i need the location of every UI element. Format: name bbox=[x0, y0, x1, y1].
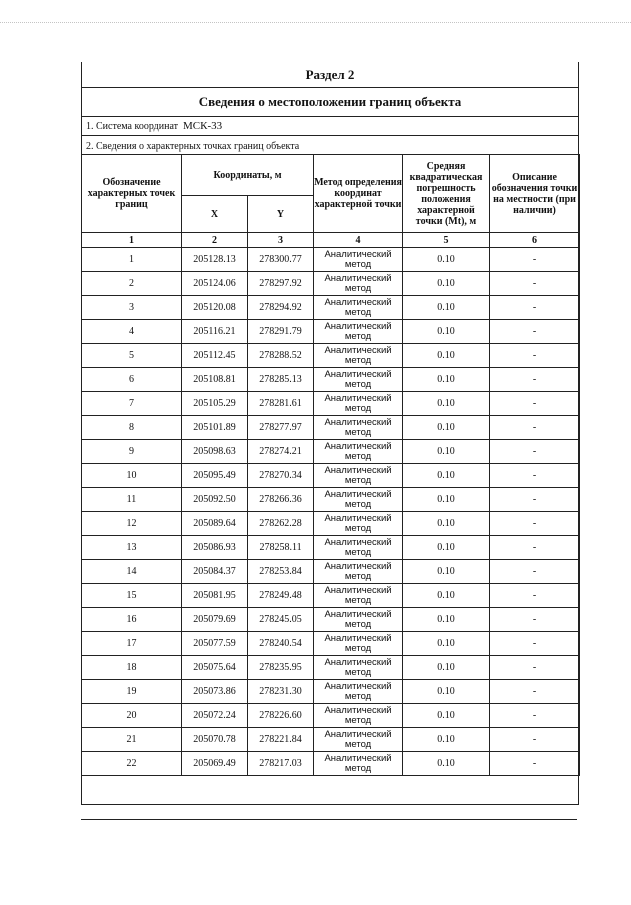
cell-coord-x: 205079.69 bbox=[182, 608, 248, 632]
bottom-rule bbox=[81, 819, 577, 820]
coord-system-label: 1. Система координат bbox=[86, 121, 179, 132]
cell-point-number: 10 bbox=[82, 464, 182, 488]
header-method: Метод определения координат характерной точки bbox=[314, 155, 403, 233]
cell-point-number: 13 bbox=[82, 536, 182, 560]
cell-coord-x: 205086.93 bbox=[182, 536, 248, 560]
points-table bbox=[81, 154, 580, 776]
cell-method: Аналитический метод bbox=[314, 704, 403, 728]
cell-description: - bbox=[490, 632, 580, 656]
header-y: Y bbox=[248, 196, 314, 233]
cell-method: Аналитический метод bbox=[314, 608, 403, 632]
cell-accuracy: 0.10 bbox=[403, 656, 490, 680]
table-row bbox=[82, 584, 580, 608]
cell-coord-x: 205124.06 bbox=[182, 272, 248, 296]
col-number: 2 bbox=[182, 233, 248, 248]
cell-coord-y: 278245.05 bbox=[248, 608, 314, 632]
cell-description: - bbox=[490, 704, 580, 728]
table-row bbox=[82, 416, 580, 440]
cell-description: - bbox=[490, 464, 580, 488]
cell-description: - bbox=[490, 752, 580, 776]
table-row bbox=[82, 368, 580, 392]
cell-description: - bbox=[490, 440, 580, 464]
cell-method: Аналитический метод bbox=[314, 248, 403, 272]
cell-point-number: 3 bbox=[82, 296, 182, 320]
cell-description: - bbox=[490, 296, 580, 320]
header-x: X bbox=[182, 196, 248, 233]
cell-point-number: 20 bbox=[82, 704, 182, 728]
cell-method: Аналитический метод bbox=[314, 488, 403, 512]
cell-method: Аналитический метод bbox=[314, 416, 403, 440]
cell-point-number: 11 bbox=[82, 488, 182, 512]
points-heading: 2. Сведения о характерных точках границ объекта bbox=[86, 141, 300, 152]
cell-point-number: 8 bbox=[82, 416, 182, 440]
table-row bbox=[82, 656, 580, 680]
header-accuracy: Средняя квадратическая погрешность положения характерной точки (Mt), м bbox=[403, 155, 490, 233]
cell-coord-y: 278235.95 bbox=[248, 656, 314, 680]
cell-method: Аналитический метод bbox=[314, 656, 403, 680]
cell-coord-x: 205108.81 bbox=[182, 368, 248, 392]
table-row bbox=[82, 392, 580, 416]
coord-system-value: МСК-33 bbox=[183, 120, 223, 132]
cell-coord-x: 205075.64 bbox=[182, 656, 248, 680]
cell-method: Аналитический метод bbox=[314, 752, 403, 776]
cell-method: Аналитический метод bbox=[314, 728, 403, 752]
cell-coord-y: 278297.92 bbox=[248, 272, 314, 296]
cell-point-number: 1 bbox=[82, 248, 182, 272]
cell-coord-x: 205095.49 bbox=[182, 464, 248, 488]
cell-description: - bbox=[490, 512, 580, 536]
cell-coord-y: 278274.21 bbox=[248, 440, 314, 464]
cell-method: Аналитический метод bbox=[314, 296, 403, 320]
cell-method: Аналитический метод bbox=[314, 272, 403, 296]
cell-coord-y: 278253.84 bbox=[248, 560, 314, 584]
header-description: Описание обозначения точки на местности (при наличии) bbox=[490, 155, 580, 233]
cell-description: - bbox=[490, 536, 580, 560]
cell-accuracy: 0.10 bbox=[403, 512, 490, 536]
cell-accuracy: 0.10 bbox=[403, 680, 490, 704]
cell-point-number: 4 bbox=[82, 320, 182, 344]
cell-method: Аналитический метод bbox=[314, 320, 403, 344]
coord-system-row bbox=[82, 117, 578, 136]
top-dotted-edge bbox=[0, 0, 631, 23]
points-table-body bbox=[82, 248, 580, 776]
cell-accuracy: 0.10 bbox=[403, 416, 490, 440]
cell-coord-y: 278291.79 bbox=[248, 320, 314, 344]
cell-point-number: 7 bbox=[82, 392, 182, 416]
cell-point-number: 5 bbox=[82, 344, 182, 368]
cell-method: Аналитический метод bbox=[314, 392, 403, 416]
document-sheet bbox=[81, 62, 579, 805]
table-row bbox=[82, 272, 580, 296]
cell-accuracy: 0.10 bbox=[403, 752, 490, 776]
cell-coord-y: 278281.61 bbox=[248, 392, 314, 416]
cell-accuracy: 0.10 bbox=[403, 320, 490, 344]
cell-coord-y: 278288.52 bbox=[248, 344, 314, 368]
cell-description: - bbox=[490, 344, 580, 368]
cell-accuracy: 0.10 bbox=[403, 392, 490, 416]
cell-coord-x: 205112.45 bbox=[182, 344, 248, 368]
cell-accuracy: 0.10 bbox=[403, 536, 490, 560]
col-number: 6 bbox=[490, 233, 580, 248]
cell-point-number: 12 bbox=[82, 512, 182, 536]
cell-point-number: 22 bbox=[82, 752, 182, 776]
cell-coord-y: 278249.48 bbox=[248, 584, 314, 608]
cell-accuracy: 0.10 bbox=[403, 296, 490, 320]
cell-method: Аналитический метод bbox=[314, 560, 403, 584]
table-row bbox=[82, 536, 580, 560]
cell-coord-x: 205072.24 bbox=[182, 704, 248, 728]
cell-accuracy: 0.10 bbox=[403, 704, 490, 728]
table-row bbox=[82, 560, 580, 584]
cell-coord-y: 278231.30 bbox=[248, 680, 314, 704]
cell-point-number: 16 bbox=[82, 608, 182, 632]
cell-coord-y: 278294.92 bbox=[248, 296, 314, 320]
header-coords: Координаты, м bbox=[182, 155, 314, 196]
col-number: 1 bbox=[82, 233, 182, 248]
cell-coord-y: 278217.03 bbox=[248, 752, 314, 776]
cell-accuracy: 0.10 bbox=[403, 632, 490, 656]
cell-method: Аналитический метод bbox=[314, 512, 403, 536]
cell-method: Аналитический метод bbox=[314, 536, 403, 560]
cell-description: - bbox=[490, 416, 580, 440]
table-row bbox=[82, 248, 580, 272]
cell-accuracy: 0.10 bbox=[403, 608, 490, 632]
col-number: 3 bbox=[248, 233, 314, 248]
cell-coord-y: 278266.36 bbox=[248, 488, 314, 512]
cell-accuracy: 0.10 bbox=[403, 272, 490, 296]
cell-coord-x: 205073.86 bbox=[182, 680, 248, 704]
cell-coord-x: 205128.13 bbox=[182, 248, 248, 272]
table-row bbox=[82, 512, 580, 536]
cell-coord-x: 205101.89 bbox=[182, 416, 248, 440]
table-row bbox=[82, 344, 580, 368]
cell-point-number: 14 bbox=[82, 560, 182, 584]
cell-description: - bbox=[490, 680, 580, 704]
cell-point-number: 2 bbox=[82, 272, 182, 296]
cell-coord-x: 205105.29 bbox=[182, 392, 248, 416]
cell-accuracy: 0.10 bbox=[403, 488, 490, 512]
cell-description: - bbox=[490, 728, 580, 752]
cell-description: - bbox=[490, 392, 580, 416]
cell-accuracy: 0.10 bbox=[403, 248, 490, 272]
cell-point-number: 17 bbox=[82, 632, 182, 656]
cell-accuracy: 0.10 bbox=[403, 728, 490, 752]
cell-coord-y: 278262.28 bbox=[248, 512, 314, 536]
cell-coord-x: 205070.78 bbox=[182, 728, 248, 752]
col-number: 4 bbox=[314, 233, 403, 248]
cell-description: - bbox=[490, 608, 580, 632]
section-subtitle: Сведения о местоположении границ объекта bbox=[82, 88, 578, 117]
cell-coord-x: 205098.63 bbox=[182, 440, 248, 464]
cell-description: - bbox=[490, 368, 580, 392]
table-row bbox=[82, 728, 580, 752]
table-row bbox=[82, 680, 580, 704]
cell-point-number: 21 bbox=[82, 728, 182, 752]
table-row bbox=[82, 608, 580, 632]
cell-coord-x: 205084.37 bbox=[182, 560, 248, 584]
table-row bbox=[82, 320, 580, 344]
cell-accuracy: 0.10 bbox=[403, 464, 490, 488]
cell-method: Аналитический метод bbox=[314, 344, 403, 368]
cell-point-number: 19 bbox=[82, 680, 182, 704]
cell-coord-x: 205116.21 bbox=[182, 320, 248, 344]
header-designation: Обозначение характерных точек границ bbox=[82, 155, 182, 233]
cell-coord-x: 205069.49 bbox=[182, 752, 248, 776]
cell-accuracy: 0.10 bbox=[403, 368, 490, 392]
cell-coord-y: 278221.84 bbox=[248, 728, 314, 752]
table-row bbox=[82, 440, 580, 464]
cell-description: - bbox=[490, 272, 580, 296]
cell-coord-x: 205092.50 bbox=[182, 488, 248, 512]
cell-point-number: 9 bbox=[82, 440, 182, 464]
cell-coord-y: 278277.97 bbox=[248, 416, 314, 440]
cell-method: Аналитический метод bbox=[314, 632, 403, 656]
cell-coord-x: 205077.59 bbox=[182, 632, 248, 656]
cell-coord-y: 278226.60 bbox=[248, 704, 314, 728]
cell-accuracy: 0.10 bbox=[403, 560, 490, 584]
cell-method: Аналитический метод bbox=[314, 680, 403, 704]
cell-description: - bbox=[490, 584, 580, 608]
cell-accuracy: 0.10 bbox=[403, 440, 490, 464]
cell-method: Аналитический метод bbox=[314, 584, 403, 608]
cell-description: - bbox=[490, 248, 580, 272]
cell-description: - bbox=[490, 488, 580, 512]
cell-coord-x: 205089.64 bbox=[182, 512, 248, 536]
cell-coord-y: 278300.77 bbox=[248, 248, 314, 272]
cell-method: Аналитический метод bbox=[314, 440, 403, 464]
col-number: 5 bbox=[403, 233, 490, 248]
cell-description: - bbox=[490, 656, 580, 680]
cell-point-number: 18 bbox=[82, 656, 182, 680]
cell-description: - bbox=[490, 320, 580, 344]
cell-method: Аналитический метод bbox=[314, 368, 403, 392]
cell-accuracy: 0.10 bbox=[403, 584, 490, 608]
cell-accuracy: 0.10 bbox=[403, 344, 490, 368]
cell-point-number: 6 bbox=[82, 368, 182, 392]
cell-coord-x: 205081.95 bbox=[182, 584, 248, 608]
table-row bbox=[82, 752, 580, 776]
cell-description: - bbox=[490, 560, 580, 584]
cell-coord-x: 205120.08 bbox=[182, 296, 248, 320]
table-row bbox=[82, 296, 580, 320]
table-row bbox=[82, 488, 580, 512]
table-row bbox=[82, 632, 580, 656]
cell-coord-y: 278258.11 bbox=[248, 536, 314, 560]
cell-coord-y: 278240.54 bbox=[248, 632, 314, 656]
cell-coord-y: 278270.34 bbox=[248, 464, 314, 488]
table-row bbox=[82, 704, 580, 728]
cell-coord-y: 278285.13 bbox=[248, 368, 314, 392]
section-title: Раздел 2 bbox=[82, 62, 578, 88]
cell-point-number: 15 bbox=[82, 584, 182, 608]
cell-method: Аналитический метод bbox=[314, 464, 403, 488]
table-row bbox=[82, 464, 580, 488]
